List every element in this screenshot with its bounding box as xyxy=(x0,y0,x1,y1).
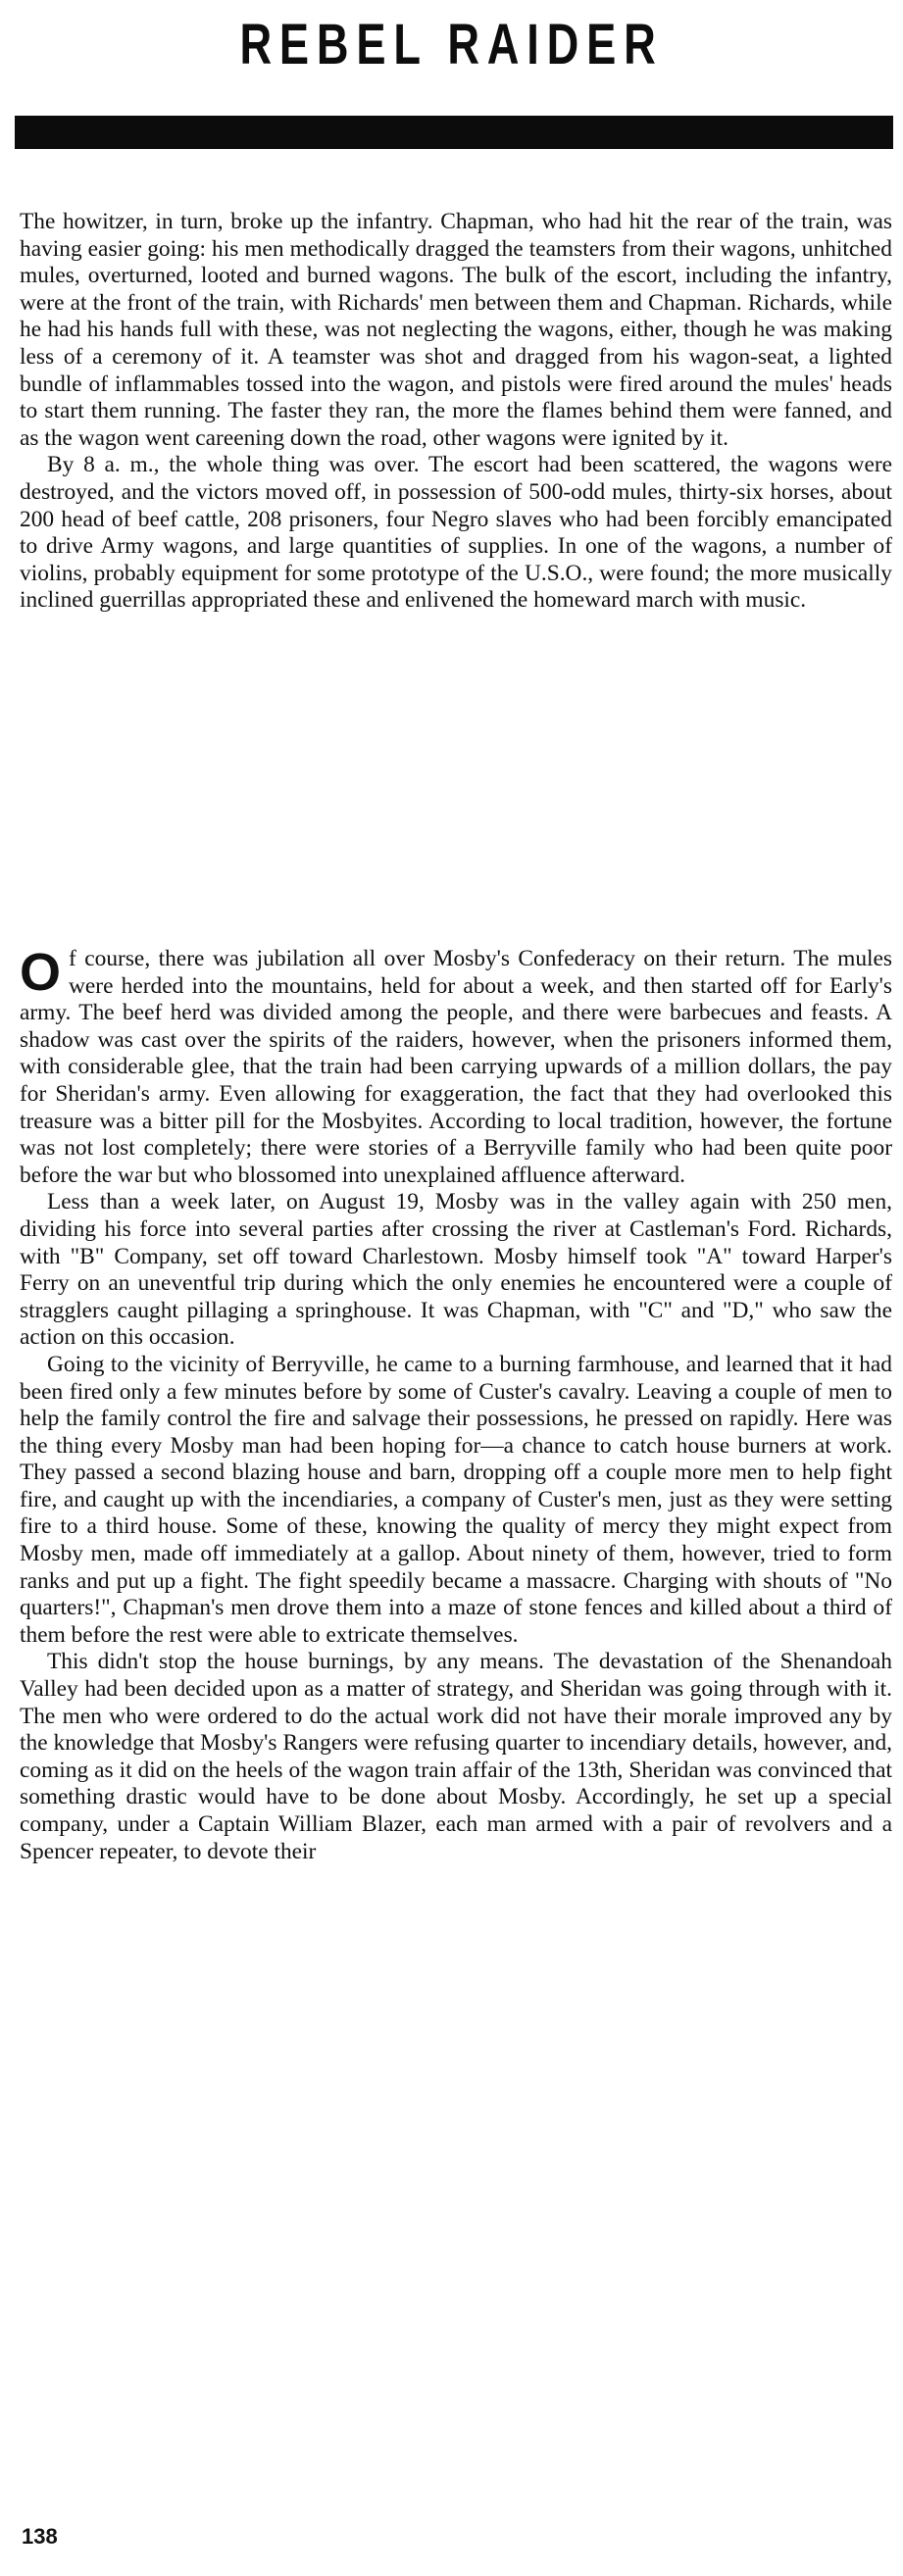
text-block-1 xyxy=(20,209,892,615)
drop-cap-letter: O xyxy=(20,943,62,1002)
paragraph-house-burnings: This didn't stop the house burnings, by any means. The devastation of the Shenandoah Valley had been decided upon as a matter of strategy, and Sheridan was going through with it. The men who were ordered to do the actual work did not have their morale improved any by the knowledge that Mosby's Rangers were refusing quarter to incendiary details, however, and, coming as it did on the heels of the wagon train affair of the 13th, Sheridan was convinced that something drastic would have to be done about Mosby. Accordingly, he set up a special company, under a Captain William Blazer, each man armed with a pair of revolvers and a Spencer repeater, to devote their xyxy=(20,1649,892,1864)
paragraph-jubilation xyxy=(20,943,892,1189)
paragraph-berryville: Going to the vicinity of Berryville, he came to a burning farmhouse, and learned that it had been fired only a few minutes before by some of Custer's cavalry. Leaving a couple of men to help the family control the fire and salvage their possessions, he pressed on rapidly. Here was the thing every Mosby man had been hoping for—a chance to catch house burners at work. They passed a second blazing house and barn, dropping off a couple more men to help fight fire, and caught up with the incendiaries, a company of Custer's men, just as they were setting fire to a third house. Some of these, knowing the quality of mercy they might expect from Mosby men, made off immediately at a gallop. About ninety of them, however, tried to form ranks and put up a fight. The fight speedily became a massacre. Charging with shouts of "No quarters!", Chapman's men drove them into a maze of stone fences and killed about a third of them before the rest were able to extricate themselves. xyxy=(20,1351,892,1648)
title-rule-bar xyxy=(15,116,893,149)
article-title: REBEL RAIDER xyxy=(239,13,664,76)
paragraph-jubilation-text: f course, there was jubilation all over Mosby's Confederacy on their return. The mules were herded into the mountains, held for about a week, and then started off for Early's army. The beef herd was divided among the people, and there were barbecues and feasts. A shadow was cast over the spirits of the raiders, however, when the prisoners informed them, with considerable glee, that the train had been carrying upwards of a million dollars, the pay for Sheridan's army. Even allowing for exaggeration, the fact that they had overlooked this treasure was a bitter pill for the Mosbyites. According to local tradition, however, the fortune was not lost completely; there were stories of a Berryville family who had been quite poor before the war but who blossomed into unexplained affluence afterward. xyxy=(20,946,892,1188)
page-number: 138 xyxy=(22,2524,58,2549)
paragraph-august-19: Less than a week later, on August 19, Mosby was in the valley again with 250 men, dividing his force into several parties after crossing the river at Castleman's Ford. Richards, with "B" Company, set off toward Charlestown. Mosby himself took "A" toward Harper's Ferry on an uneventful trip during which the only enemies he encountered were a couple of stragglers caught pillaging a springhouse. It was Chapman, with "C" and "D," who saw the action on this occasion. xyxy=(20,1189,892,1351)
paragraph-howitzer: The howitzer, in turn, broke up the infantry. Chapman, who had hit the rear of the train, was having easier going: his men methodically dragged the teamsters from their wagons, unhitched mules, overturned, looted and burned wagons. The bulk of the escort, including the infantry, were at the front of the train, with Richards' men between them and Chapman. Richards, while he had his hands full with these, was not neglecting the wagons, either, though he was making less of a ceremony of it. A teamster was shot and dragged from his wagon-seat, a lighted bundle of inflammables tossed into the wagon, and pistols were fired around the mules' heads to start them running. The faster they ran, the more the flames behind them were fanned, and as the wagon went careening down the road, other wagons were ignited by it. xyxy=(20,209,892,451)
paragraph-by-8-am: By 8 a. m., the whole thing was over. The escort had been scattered, the wagons were destroyed, and the victors moved off, in possession of 500-odd mules, thirty-six horses, about 200 head of beef cattle, 208 prisoners, four Negro slaves who had been forcibly emancipated to drive Army wagons, and large quantities of supplies. In one of the wagons, a number of violins, probably equipment for some prototype of the U.S.O., were found; the more musically inclined guerrillas appropriated these and enlivened the homeward march with music. xyxy=(20,452,892,614)
text-block-2 xyxy=(20,943,892,1865)
